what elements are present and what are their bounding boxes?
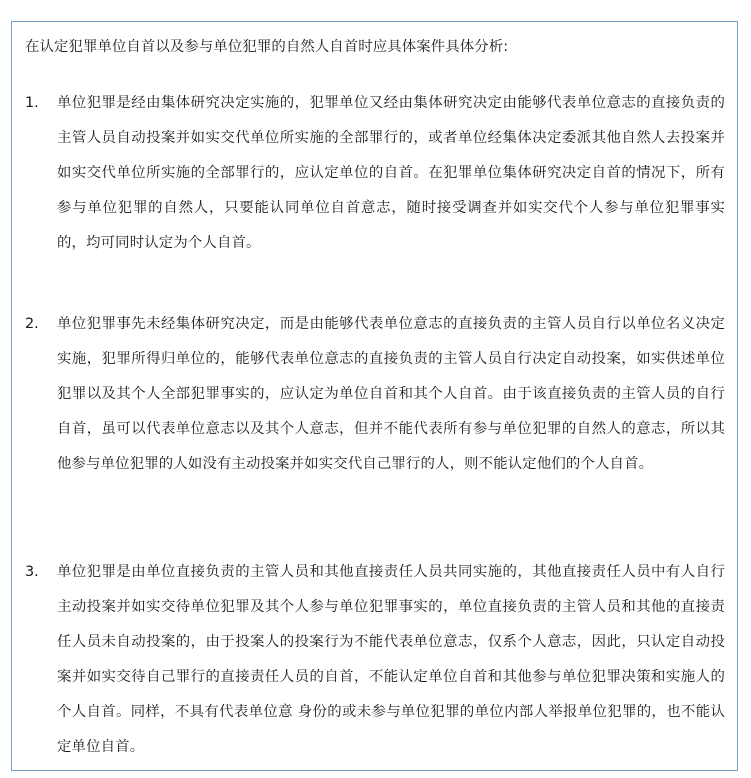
list-item-number: 1.: [25, 95, 39, 111]
list-item-text: 单位犯罪事先未经集体研究决定，而是由能够代表单位意志的直接负责的主管人员自行以单位名义决定实施，犯罪所得归单位的，能够代表单位意志的直接负责的主管人员自行决定自动投案，如实供述单位犯罪以及其个人全部犯罪事实的，应认定为单位自首和其个人自首。由于该直接负责的主管人员的自行自首，虽可以代表单位意志以及其个人意志，但并不能代表所有参与单位犯罪的自然人的意志，所以其他参与单位犯罪的人如没有主动投案并如实交代自己罪行的人，则不能认定他们的个人自首。: [57, 316, 725, 472]
document-frame: [11, 21, 738, 771]
list-item-number: 3.: [25, 564, 39, 580]
list-item-text: 单位犯罪是经由集体研究决定实施的，犯罪单位又经由集体研究决定由能够代表单位意志的直接负责的主管人员自动投案并如实交代单位所实施的全部罪行的，或者单位经集体决定委派其他自然人去投案并如实交代单位所实施的全部罪行的，应认定单位的自首。在犯罪单位集体研究决定自首的情况下，所有参与单位犯罪的自然人，只要能认同单位自首意志，随时接受调查并如实交代个人参与单位犯罪事实的，均可同时认定为个人自首。: [57, 95, 725, 251]
intro-paragraph: 在认定犯罪单位自首以及参与单位犯罪的自然人自首时应具体案件具体分析:: [25, 39, 509, 55]
list-item-number: 2.: [25, 316, 39, 332]
list-item-text: 单位犯罪是由单位直接负责的主管人员和其他直接责任人员共同实施的，其他直接责任人员中有人自行主动投案并如实交待单位犯罪及其个人参与单位犯罪事实的，单位直接负责的主管人员和其他的直接责任人员未自动投案的，由于投案人的投案行为不能代表单位意志，仅系个人意志，因此，只认定自动投案并如实交待自己罪行的直接责任人员的自首，不能认定单位自首和其他参与单位犯罪决策和实施人的个人自首。同样，不具有代表单位意 身份的或未参与单位犯罪的单位内部人举报单位犯罪的，也不能认定单位自首。: [57, 564, 725, 755]
